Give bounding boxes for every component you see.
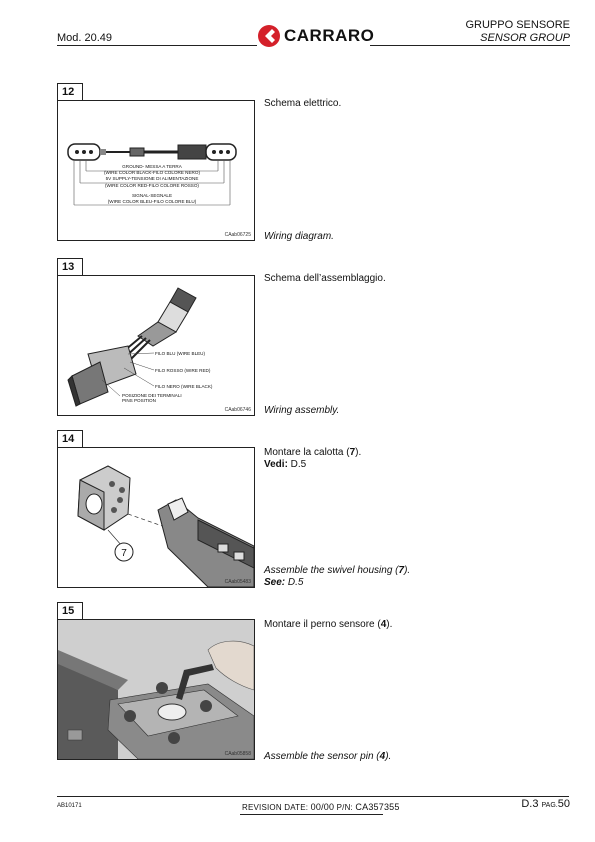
header-rule-left: [57, 45, 257, 46]
wiring-diagram-drawing: [58, 101, 254, 240]
part-ref: 7: [349, 447, 356, 458]
step-text-it: [264, 619, 392, 631]
part-ref: 4: [380, 619, 387, 630]
revision-value: 00/00: [310, 802, 335, 812]
footer-rule: [57, 796, 569, 797]
text-part: Montare la calotta (: [264, 447, 350, 458]
brand-name: CARRARO: [284, 26, 375, 45]
assembly-label: FILO NERO (WIRE BLACK): [155, 384, 213, 389]
part-ref: 4: [379, 751, 386, 762]
figure-code: CAab05858: [224, 751, 251, 757]
see-label: See:: [264, 577, 286, 588]
step-text-it: Schema elettrico.: [264, 98, 342, 109]
wiring-assembly-figure: [57, 275, 255, 416]
text-part: ).: [404, 565, 411, 576]
step-text-en: Wiring assembly.: [264, 405, 340, 416]
page-label: PAG.: [541, 802, 558, 809]
step-number: 14: [57, 430, 83, 447]
diagram-label: (WIRE COLOR BLEU-FILO COLORE BLU): [107, 199, 197, 204]
step-text-it: [264, 447, 361, 471]
figure-code: CAab06746: [224, 407, 251, 413]
assembly-label: POSIZIONE DEI TERMINALI: [122, 393, 182, 398]
wiring-diagram-figure: [57, 100, 255, 241]
pn-value: CA357355: [355, 802, 400, 812]
see-ref: D.5: [287, 459, 307, 470]
see-ref: D.5: [285, 577, 304, 588]
wiring-assembly-drawing: [58, 276, 254, 415]
diagram-label: SIGNAL-SEGNALE: [131, 193, 173, 198]
text-part: Assemble the swivel housing (: [264, 565, 399, 576]
swivel-housing-figure: [57, 447, 255, 588]
sensor-pin-photo: [58, 620, 254, 759]
text-part: Assemble the sensor pin (: [264, 751, 380, 762]
assembly-label: FILO ROSSO (WIRE RED): [155, 368, 211, 373]
swivel-housing-drawing: [58, 448, 254, 587]
pn-label: P/N:: [336, 803, 353, 812]
page-value: 50: [557, 798, 570, 810]
step-number: 12: [57, 83, 83, 100]
revision-label: REVISION DATE:: [242, 803, 309, 812]
diagram-label: GROUND- MESSA A TERRA: [122, 164, 182, 169]
section-number: D.3: [521, 798, 539, 810]
step-number: 15: [57, 602, 83, 619]
document-code: AB10171: [57, 803, 82, 809]
figure-code: CAab05483: [224, 579, 251, 585]
carraro-emblem-icon: [257, 24, 283, 48]
step-text-en: [264, 751, 391, 763]
step-number: 13: [57, 258, 83, 275]
callout-number: 7: [121, 548, 127, 559]
step-text-en: [264, 565, 410, 589]
diagram-label: (WIRE COLOR BLACK-FILO COLORE NERO): [104, 170, 200, 175]
text-part: Montare il perno sensore (: [264, 619, 381, 630]
sensor-pin-figure: [57, 619, 255, 760]
step-text-it: Schema dell’assemblaggio.: [264, 273, 386, 284]
page-number: [521, 798, 570, 810]
diagram-label: (WIRE COLOR RED-FILO COLORE ROSSO): [105, 183, 199, 188]
figure-code: CAab06725: [224, 232, 251, 238]
assembly-label: FILO BLU (WIRE BLEU): [155, 351, 206, 356]
carraro-logo: [257, 24, 375, 48]
assembly-label: PINS POSITION: [122, 398, 156, 403]
revision-info: [242, 802, 400, 812]
diagram-label: 5V SUPPLY-TENSIONE DI ALIMENTAZIONE: [105, 176, 199, 181]
part-ref: 7: [398, 565, 405, 576]
group-title-it: GRUPPO SENSORE: [465, 19, 570, 31]
model-number: Mod. 20.49: [57, 32, 113, 44]
step-text-en: Wiring diagram.: [264, 231, 334, 242]
text-part: ).: [385, 751, 392, 762]
text-part: ).: [386, 619, 393, 630]
group-title-en: SENSOR GROUP: [480, 32, 570, 44]
text-part: ).: [355, 447, 362, 458]
header-rule-right: [370, 45, 570, 46]
see-label: Vedi:: [264, 459, 288, 470]
revision-underline: [240, 814, 383, 815]
